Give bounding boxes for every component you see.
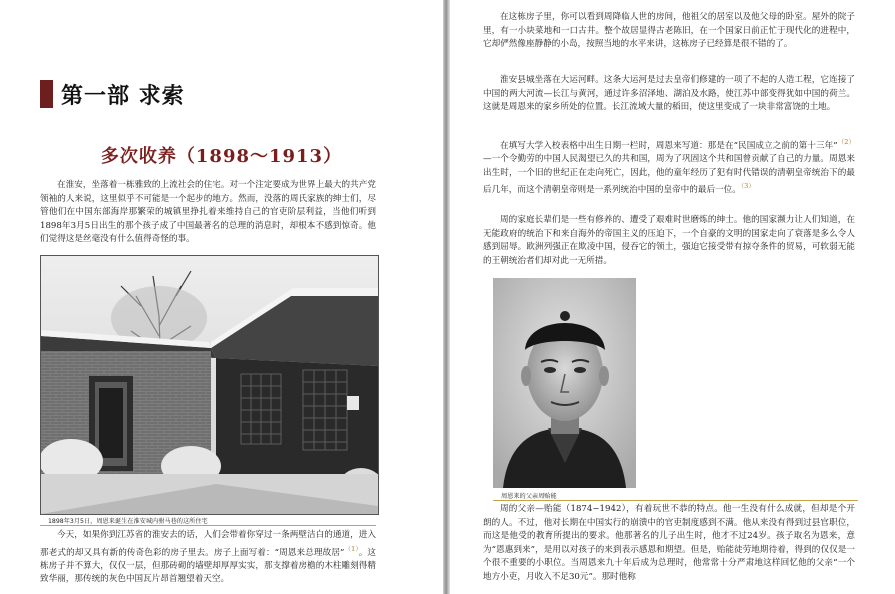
book-gutter bbox=[443, 0, 450, 594]
chapter-title: 多次收养（1898～1913） bbox=[100, 146, 343, 167]
portrait-illustration bbox=[493, 278, 636, 488]
left-paragraph-2-text-a: 今天，如果你到江苏省的淮安去的话，人们会带着你穿过一条两壁洁白的通道，进入那老式的却又具有新的传奇色彩的房子里去。房子上面写着：“周恩来总理故居” bbox=[40, 530, 376, 558]
left-paragraph-2-text-b: 。这栋房子并不算大，仅仅一层，但那砖砌的墙壁却厚厚实实，那支撑着房檐的木柱雕刻得精致华丽，那传统的灰色中国瓦片昂首翘望着天空。 bbox=[40, 547, 376, 585]
right-paragraph-1: 在这栋房子里，你可以看到周降临人世的房间，他祖父的居室以及他父母的卧室。屋外的院子里，有一小块菜地和一口古井。整个故居显得古老陈旧，在一个国家日前正忙于现代化的进程中，它却俨然像座静静的小岛，按照当地的水平来讲，这栋房子已经算是很不错的了。 bbox=[483, 12, 855, 49]
left-page bbox=[0, 0, 443, 594]
caption-divider bbox=[40, 525, 376, 526]
part-title: 第一部 求索 bbox=[61, 82, 185, 109]
birthplace-house-photo bbox=[40, 255, 379, 515]
house-photo-illustration bbox=[41, 256, 378, 514]
footnote-ref-2[interactable]: （2） bbox=[837, 138, 855, 146]
part-marker-bar bbox=[40, 80, 53, 108]
part-heading bbox=[40, 79, 185, 109]
left-paragraph-1: 在淮安，坐落着一栋雅致的上流社会的住宅。对一个注定要成为世界上最大的共产党领袖的人来说，这里似乎不可能是一个起步的地方。然而，没落的周氏家族的绅士们，尽管他们在中国东部海岸那繁荣的城镇里挣扎着来维持自己的官吏阶层利益，当他们听到1898年3月5日出生的那个孩子成了中国最著名的总理的消息时，却根本不感到惊奇。他们觉得这是丝毫没有什么值得奇怪的事。 bbox=[40, 180, 376, 244]
house-photo-caption: 1898年3月5日，周恩来诞生在淮安城内驸马巷的这所住宅 bbox=[48, 518, 208, 525]
caption-divider bbox=[493, 500, 858, 501]
footnote-ref-3[interactable]: （3） bbox=[740, 182, 755, 191]
right-paragraph-4: 周的家庭长辈们是一些有修养的、遭受了艰难时世磨炼的绅士。他的国家濒力让人们知道，在无能政府的统治下和来自海外的帝国主义的压迫下，一个自豪的文明的国家走向了衰落是多么令人感到屈辱。欧洲列强正在欺凌中国，侵吞它的领土，强迫它接受带有掠夺条件的贸易，可软弱无能的王朝统治者们却对此一无所措。 bbox=[483, 215, 855, 266]
right-paragraph-3-text-b: —一个令勤劳的中国人民渴望已久的共和国，周为了巩固这个共和国曾贡献了自己的力量。周恩来出生时，一个旧的世纪正在走向死亡，因此，他的童年经历了犯有时代错误的清朝皇帝统治下的最后几年，而这个清朝皇帝则是一系列统治中国的皇帝中的最后一位。 bbox=[483, 154, 855, 196]
right-page bbox=[450, 0, 895, 594]
right-paragraph-3-text-a: 在填写大学入校表格中出生日期一栏时，周恩来写道：那是在“民国成立之前的第十三年” bbox=[500, 140, 838, 151]
right-paragraph-3 bbox=[483, 136, 855, 198]
left-paragraph-2 bbox=[40, 529, 376, 587]
right-paragraph-2: 淮安县城坐落在大运河畔。这条大运河是过去皇帝们修建的一项了不起的人造工程，它连接了中国的两大河流—长江与黄河，通过许多沼泽地、湖泊及水路，使江苏中部变得犹如中国的荷兰。这就是周恩来的家乡所处的位置。长江流域大量的稻田，使这里变成了一块非常富饶的土地。 bbox=[483, 75, 855, 112]
father-portrait-photo bbox=[493, 278, 636, 488]
footnote-ref-1[interactable]: （1） bbox=[344, 544, 359, 553]
right-paragraph-5: 周的父亲—贻能（1874~1942），有着玩世不恭的特点。他一生没有什么成就，但却是个开朗的人。不过，他对长期在中国实行的崩溃中的官吏制度感到不满。他从来没有得到过县官职位，而这是他受的教育所提出的要求。他那著名的儿子出生时，他才不过24岁。孩子取名为恩来，意为“恩惠到来”，是用以对孩子的来到表示感恩和期望。但是，贻能徒劳地期待着，得到的仅仅是一个很不重要的小职位。当周恩来九十年后成为总理时，他常常十分严肃地这样回忆他的父亲“一个地方小吏，月收入不足30元”。那时他称 bbox=[483, 504, 855, 582]
father-photo-caption: 周恩来的父亲周贻能 bbox=[501, 493, 557, 500]
